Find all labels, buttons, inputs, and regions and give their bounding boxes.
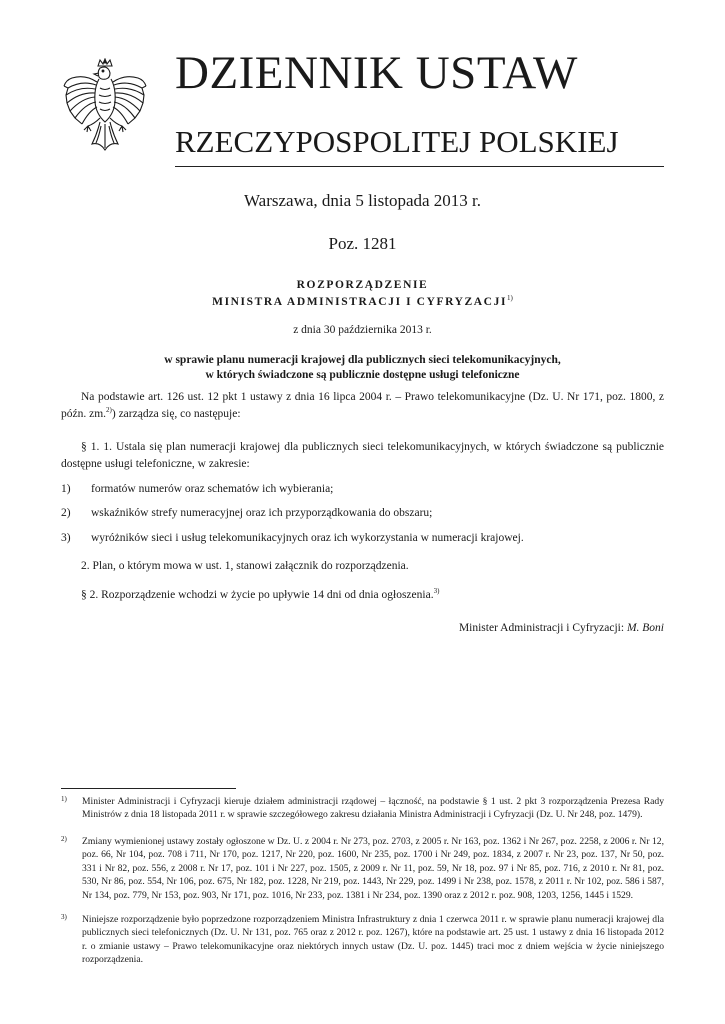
- journal-subtitle: RZECZYPOSPOLITEJ POLSKIEJ: [175, 124, 619, 159]
- subject-line-2: w których świadczone są publicznie dostępne usługi telefoniczne: [205, 369, 520, 381]
- masthead-divider: [175, 166, 664, 167]
- footnote: [61, 913, 664, 967]
- list-item-number: 3): [61, 532, 71, 544]
- issuer-name: MINISTRA ADMINISTRACJI I CYFRYZACJI: [212, 296, 508, 308]
- publication-date: Warszawa, dnia 5 listopada 2013 r.: [243, 191, 482, 210]
- footnote: [61, 835, 664, 902]
- section-1-paragraph-2: 2. Plan, o którym mowa w ust. 1, stanowi załącznik do rozporządzenia.: [81, 560, 409, 572]
- regulation-subject: [100, 353, 625, 383]
- section-2-footnote-ref: 3): [433, 587, 440, 596]
- issuer-footnote-ref: 1): [507, 294, 513, 303]
- regulation-date: z dnia 30 października 2013 r.: [293, 324, 432, 336]
- journal-title: DZIENNIK USTAW: [175, 47, 578, 99]
- list-item-text: wskaźników strefy numeracyjnej oraz ich przyporządkowania do obszaru;: [91, 507, 433, 519]
- footnote-text: Zmiany wymienionej ustawy zostały ogłoszone w Dz. U. z 2004 r. Nr 273, poz. 2703, z 2005 r. Nr 163, poz. 1362 i Nr 267, poz. 2258, z 2006 r. Nr 12, poz. 66, Nr 104, poz. 708 i 711, Nr 170, poz. 1217, Nr 220, poz. 1600, Nr 235, poz. 1700 i Nr 249, poz. 1834, z 2007 r. Nr 23, poz. 137, Nr 50, poz. 331 i Nr 82, poz. 556, z 2008 r. Nr 17, poz. 101 i Nr 227, poz. 1505, z 2009 r. Nr 11, poz. 59, Nr 18, poz. 97 i Nr 85, poz. 716, z 2010 r. Nr 81, poz. 530, Nr 86, poz. 554, Nr 106, poz. 675, Nr 182, poz. 1228, Nr 219, poz. 1443, Nr 229, poz. 1499 i Nr 238, poz. 1578, z 2011 r. Nr 102, poz. 586 i 587, Nr 134, poz. 779, Nr 153, poz. 903, Nr 171, poz. 1016, Nr 233, poz. 1381 i Nr 234, poz. 1390 oraz z 2012 r. poz. 908, 1203, 1256, 1445 i 1529.: [82, 836, 664, 901]
- position-number: Poz. 1281: [328, 234, 397, 253]
- section-2-text: § 2. Rozporządzenie wchodzi w życie po upływie 14 dni od dnia ogłoszenia.: [81, 589, 434, 601]
- regulation-issuer: [0, 296, 725, 308]
- footnote-text: Minister Administracji i Cyfryzacji kieruje działem administracji rządowej – łączność, na podstawie § 1 ust. 2 pkt 3 rozporządzenia Prezesa Rady Ministrów z dnia 18 listopada 2011 r. w sprawie szczegółowego zakresu działania Ministra Administracji i Cyfryzacji (Dz. U. Nr 248, poz. 1479).: [82, 796, 664, 821]
- regulation-type: ROZPORZĄDZENIE: [296, 279, 429, 291]
- footnote-text: Niniejsze rozporządzenie było poprzedzone rozporządzeniem Ministra Infrastruktury z dnia 1 czerwca 2011 r. w sprawie planu numeracji krajowej dla publicznych sieci telefonicznych (Dz. U. Nr 131, poz. 765 oraz z 2012 r. poz. 1267), które na podstawie art. 25 ust. 1 ustawy z dnia 16 listopada 2012 r. o zmianie ustawy – Prawo telekomunikacyjne oraz niektórych innych ustaw (Dz. U. poz. 1445) traci moc z dniem wejścia w życie niniejszego rozporządzenia.: [82, 914, 664, 966]
- footnote-number: 2): [61, 835, 67, 843]
- preamble: [61, 389, 664, 423]
- polish-eagle-emblem-icon: [60, 58, 150, 162]
- list-item-number: 2): [61, 507, 71, 519]
- signature-name: M. Boni: [626, 622, 664, 634]
- preamble-text-end: ) zarządza się, co następuje:: [111, 408, 241, 420]
- signature-role: Minister Administracji i Cyfryzacji:: [458, 622, 627, 634]
- section-2: [61, 587, 664, 604]
- footnote-number: 1): [61, 795, 67, 803]
- list-item-text: formatów numerów oraz schematów ich wybierania;: [91, 483, 334, 495]
- minister-signature: [459, 622, 664, 634]
- footnote-number: 3): [61, 913, 67, 921]
- list-item-text: wyróżników sieci i usług telekomunikacyjnych oraz ich wykorzystania w numeracji krajowej.: [91, 532, 524, 544]
- preamble-text: Na podstawie art. 126 ust. 12 pkt 1 ustawy z dnia 16 lipca 2004 r. – Prawo telekomunikacyjne (Dz. U. Nr 171, poz. 1800, z późn. zm.: [61, 391, 664, 420]
- section-1-paragraph-1: § 1. 1. Ustala się plan numeracji krajowej dla publicznych sieci telekomunikacyjnych, w których świadczone są publicznie dostępne usługi telefoniczne, w zakresie:: [61, 441, 664, 470]
- footnote-divider: [61, 788, 236, 789]
- list-item-number: 1): [61, 483, 71, 495]
- subject-line-1: w sprawie planu numeracji krajowej dla publicznych sieci telekomunikacyjnych,: [164, 354, 561, 366]
- footnote: [61, 795, 664, 822]
- preamble-footnote-ref: 2): [106, 406, 112, 415]
